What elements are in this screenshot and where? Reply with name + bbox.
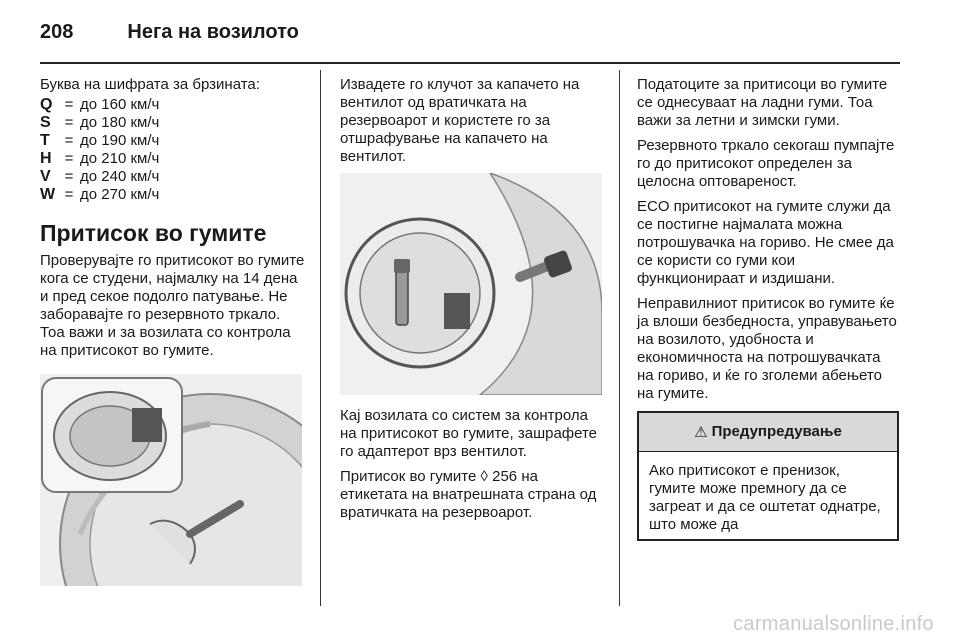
pressure-reference-rest: на етикетата на внатрешната страна од вратичката на резервоарот. bbox=[340, 468, 597, 521]
page-number: 208 bbox=[40, 20, 74, 43]
warning-triangle-icon: ⚠ bbox=[694, 423, 708, 441]
speed-code-row bbox=[40, 150, 308, 168]
pressure-reference-text: Притисок во гумите bbox=[340, 468, 477, 485]
tyre-valve-illustration bbox=[40, 374, 302, 586]
speed-code-equals: = bbox=[64, 168, 74, 185]
speed-code-letter: S bbox=[40, 114, 51, 131]
speed-code-letter: T bbox=[40, 132, 50, 149]
valve-cap-paragraph: Извадете го клучот за капачето на вентилот од вратичката на резервоарот и користете го за отшрафување на капачето на вентилот. bbox=[340, 76, 580, 165]
pressure-reference-paragraph bbox=[340, 468, 608, 522]
speed-code-list bbox=[40, 96, 308, 204]
speed-code-value: до 210 км/ч bbox=[80, 150, 160, 167]
column-1 bbox=[40, 76, 308, 586]
speed-code-intro: Буква на шифрата за брзината: bbox=[40, 76, 260, 93]
warning-header bbox=[639, 413, 897, 452]
tyre-valve-drawing bbox=[40, 374, 302, 586]
column-divider-1 bbox=[320, 70, 321, 606]
cold-tyres-paragraph: Податоците за притисоци во гумите се однесуваат на ладни гуми. Тоа важи за летни и зимски гуми. bbox=[637, 76, 888, 129]
speed-code-equals: = bbox=[64, 96, 74, 113]
adapter-paragraph: Кај возилата со систем за контрола на притисокот во гумите, зашрафете го адаптерот врз вентилот. bbox=[340, 407, 598, 460]
warning-title: Предупредување bbox=[711, 423, 842, 440]
column-3 bbox=[637, 76, 899, 541]
speed-code-letter: Q bbox=[40, 96, 53, 113]
speed-code-equals: = bbox=[64, 186, 74, 203]
speed-code-value: до 240 км/ч bbox=[80, 168, 160, 185]
speed-code-equals: = bbox=[64, 132, 74, 149]
header-rule bbox=[40, 62, 900, 64]
tyre-pressure-paragraph: Проверувајте го притисокот во гумите кога се студени, најмалку на 14 дена и пред секое подолго патување. Не заборавајте го резервното тркало. Тоа важи и за возилата со контрола на притисокот во гумите. bbox=[40, 252, 305, 359]
speed-code-row bbox=[40, 114, 308, 132]
eco-pressure-paragraph: ECO притисокот на гумите служи да се постигне најмалата можна потрошувачка на гориво. Не смее да се користи со гуми кои функционираат и издишани. bbox=[637, 198, 894, 287]
speed-code-value: до 160 км/ч bbox=[80, 96, 160, 113]
column-divider-2 bbox=[619, 70, 620, 606]
speed-code-value: до 180 км/ч bbox=[80, 114, 160, 131]
valve-adapter-illustration bbox=[340, 173, 602, 395]
warning-text: Ако притисокот е пренизок, гумите може премногу да се загреат и да се оштетат однатре, што може да bbox=[649, 462, 881, 533]
page-header bbox=[40, 14, 299, 50]
arrow-ref-icon: ◊ bbox=[480, 468, 488, 485]
speed-code-equals: = bbox=[64, 114, 74, 131]
speed-code-row bbox=[40, 96, 308, 114]
warning-box bbox=[637, 411, 899, 541]
spare-wheel-paragraph: Резервното тркало секогаш пумпајте го до притисокот определен за целосна оптовареност. bbox=[637, 137, 895, 190]
speed-code-row bbox=[40, 132, 308, 150]
section-title: Притисок во гумите bbox=[40, 220, 267, 246]
speed-code-letter: W bbox=[40, 186, 56, 203]
incorrect-pressure-paragraph: Неправилниот притисок во гумите ќе ја влоши безбедноста, управувањето на возилото, удобноста и економичноста на потрошувачката на гориво, и ќе го зголеми абењето на гумите. bbox=[637, 295, 897, 402]
speed-code-row bbox=[40, 168, 308, 186]
speed-code-value: до 270 км/ч bbox=[80, 186, 160, 203]
page-reference[interactable]: 256 bbox=[492, 468, 518, 485]
speed-code-letter: V bbox=[40, 168, 51, 185]
speed-code-equals: = bbox=[64, 150, 74, 167]
watermark: carmanualsonline.info bbox=[733, 613, 934, 635]
valve-adapter-drawing bbox=[340, 173, 602, 395]
speed-code-row bbox=[40, 186, 308, 204]
speed-code-letter: H bbox=[40, 150, 52, 167]
speed-code-value: до 190 км/ч bbox=[80, 132, 160, 149]
chapter-title: Нега на возилото bbox=[127, 20, 299, 43]
column-2 bbox=[340, 76, 608, 529]
